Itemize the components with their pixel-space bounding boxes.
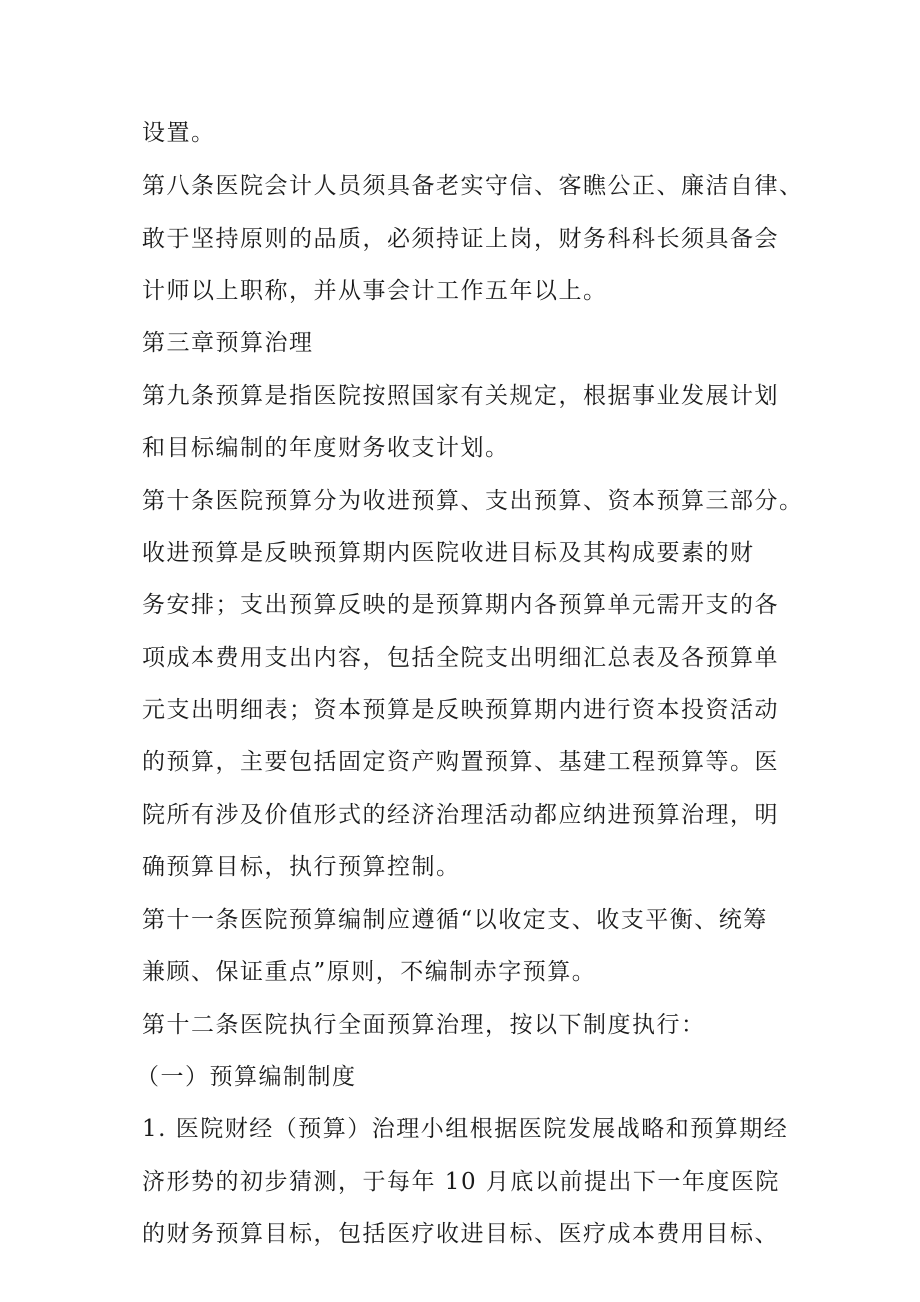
text-line: 第八条医院会计人员须具备老实守信、客瞧公正、廉洁自律、 bbox=[142, 173, 804, 199]
text-line: 第九条预算是指医院按照国家有关规定，根据事业发展计划 bbox=[142, 383, 779, 409]
text-line: 兼顾、保证重点”原则，不编制赤字预算。 bbox=[142, 959, 597, 985]
text-line: 的预算，主要包括固定资产购置预算、基建工程预算等。医 bbox=[142, 749, 779, 775]
chapter-heading: 第三章预算治理 bbox=[142, 330, 314, 356]
text-line: 计师以上职称，并从事会计工作五年以上。 bbox=[142, 278, 608, 304]
text-line: 的财务预算目标，包括医疗收进目标、医疗成本费用目标、 bbox=[142, 1221, 779, 1247]
text-line: 院所有涉及价值形式的经济治理活动都应纳进预算治理，明 bbox=[142, 802, 779, 828]
text-line: 项成本费用支出内容，包括全院支出明细汇总表及各预算单 bbox=[142, 645, 779, 671]
text-line: 务安排；支出预算反映的是预算期内各预算单元需开支的各 bbox=[142, 592, 779, 618]
text-line: 敢于坚持原则的品质，必须持证上岗，财务科科长须具备会 bbox=[142, 226, 779, 252]
text-line: 济形势的初步猜测，于每年 10 月底以前提出下一年度医院 bbox=[142, 1169, 780, 1195]
text-line: 收进预算是反映预算期内医院收进目标及其构成要素的财 bbox=[142, 540, 755, 566]
text-line: 确预算目标，执行预算控制。 bbox=[142, 854, 461, 880]
text-line: 第十一条医院预算编制应遵循“以收定支、收支平衡、统筹 bbox=[142, 907, 768, 933]
text-line: 元支出明细表；资本预算是反映预算期内进行资本投资活动 bbox=[142, 697, 779, 723]
text-line: 第十条医院预算分为收进预算、支出预算、资本预算三部分。 bbox=[142, 488, 804, 514]
text-line: 第十二条医院执行全面预算治理，按以下制度执行： bbox=[142, 1012, 706, 1038]
section-heading: （一）预算编制制度 bbox=[136, 1064, 357, 1090]
text-line: 和目标编制的年度财务收支计划。 bbox=[142, 435, 510, 461]
text-line: 1. 医院财经（预算）治理小组根据医院发展战略和预算期经 bbox=[142, 1116, 789, 1142]
text-line: 设置。 bbox=[142, 120, 216, 146]
